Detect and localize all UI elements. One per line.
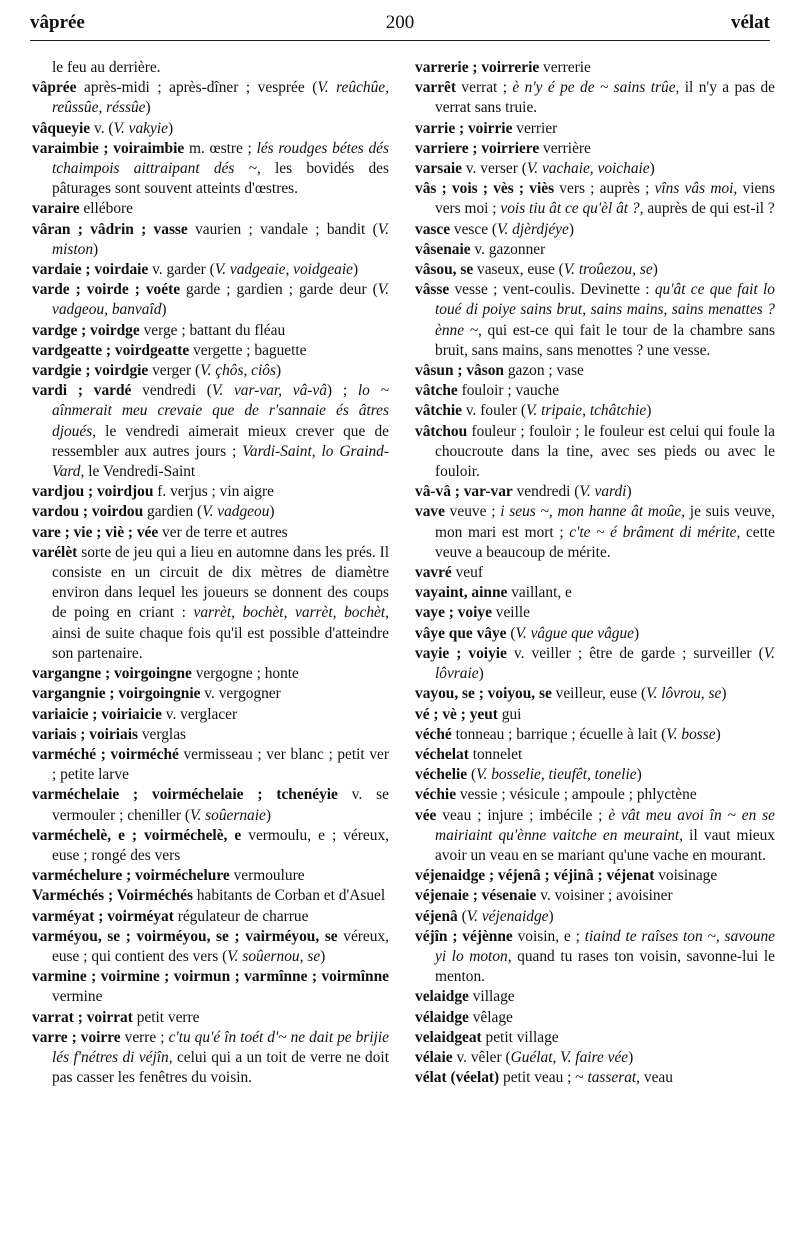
headword: varde ; voirde ; voéte [32, 281, 181, 299]
example-text: vois tiu ât ce qu'èl ât ?, [500, 200, 644, 218]
right-column [415, 58, 775, 1088]
example-text: V. vâgue que vâgue [515, 624, 634, 642]
dictionary-entry [32, 361, 389, 381]
headword: varaimbie ; voiraimbie [32, 139, 185, 157]
headword: varrerie ; voirrerie [415, 59, 540, 76]
dictionary-entry [415, 785, 775, 805]
definition-text: ( [506, 624, 516, 642]
definition-text: il vaut mieux avoir un veau en se mariant qu'une vache en mourant. [435, 826, 776, 864]
definition-text: ) [721, 685, 727, 703]
example-text: V. troûezou, se [563, 261, 653, 279]
headword: vâtchie [415, 402, 463, 420]
headword: varrie ; voirrie [415, 119, 513, 137]
definition-text: v. ( [90, 119, 114, 137]
headword: varriere ; voirriere [415, 139, 540, 157]
dictionary-entry [415, 361, 775, 381]
headword: varméchelaie ; voirméchelaie ; tchenéyie [32, 786, 338, 804]
definition-text: v. garder ( [148, 261, 215, 279]
definition-text: ver de terre et autres [158, 523, 288, 541]
headword: vasce [415, 220, 451, 238]
definition-text: celui qui a un toit de verre ne doit pas casser les fenêtres du voisin. [52, 1048, 389, 1087]
definition-text: ) [145, 99, 151, 117]
definition-text: v. veiller ; être de garde ; surveiller ( [506, 644, 764, 662]
example-text: V. vardi [579, 483, 627, 501]
definition-text: ) [275, 362, 282, 380]
definition-text: ( [467, 766, 477, 784]
dictionary-entry [415, 765, 775, 785]
headword: véchie [415, 786, 457, 804]
definition-text: je suis veuve, mon mari est mort ; [435, 503, 775, 541]
definition-text: verrière [539, 139, 591, 157]
headword: véjenaie ; vésenaie [415, 887, 537, 905]
example-text: V. bosse [666, 725, 716, 743]
headword: vâprée [32, 79, 77, 97]
headword: vâtchou [415, 422, 468, 440]
definition-text: quand tu rases ton voisin, savonne-lui le menton. [435, 947, 775, 986]
headword: vavré [415, 564, 452, 582]
dictionary-entry [32, 482, 389, 502]
dictionary-entry [415, 381, 775, 401]
example-text: è vât meu avoi în ~ en se mairiaint qu'ènne vaitche en meuraint, [435, 806, 775, 844]
headword: Varméchés ; Voirméchés [32, 887, 193, 905]
dictionary-entry [415, 684, 775, 704]
definition-text: les bovidés des pâturages sont souvent atteints d'œstres. [52, 160, 389, 198]
headword: vardgie ; voirdgie [32, 362, 149, 380]
dictionary-entry [415, 502, 775, 563]
headword: vardaie ; voirdaie [32, 261, 149, 279]
definition-text: v. se vermouler ; cheniller ( [52, 786, 389, 824]
definition-text: ainsi de suite chaque fois qu'il est possible d'atteindre son partenaire. [52, 624, 389, 662]
dictionary-entry [32, 502, 389, 522]
headword: varrat ; voirrat [32, 1008, 133, 1026]
definition-text: après-midi ; après-dîner ; vesprée ( [76, 79, 318, 97]
example-text: V. var-var, vâ-vâ [211, 382, 327, 400]
definition-text: il n'y a pas de verrat sans truie. [435, 79, 775, 117]
headword: varélèt [32, 543, 78, 561]
dictionary-entry [32, 967, 389, 1007]
dictionary-entry [415, 240, 775, 260]
dictionary-entry [415, 1068, 775, 1088]
headword: vé ; vè ; yeut [415, 705, 498, 723]
headword: varmine ; voirmine ; voirmun ; varmînne ; voirmînne [32, 968, 389, 986]
example-text: V. tripaie, tchâtchie [525, 402, 647, 420]
headword: vave [415, 503, 445, 521]
example-text: V. soûernaie [190, 806, 266, 824]
example-text: Guélat, V. faire vée [510, 1048, 629, 1066]
headword: varsaie [415, 160, 463, 178]
example-text: V. vakyie [113, 119, 168, 137]
headword: vayie ; voiyie [415, 644, 507, 662]
definition-text: vers ; auprès ; [554, 180, 655, 198]
dictionary-entry [415, 1028, 775, 1048]
dictionary-entry [32, 220, 389, 260]
definition-text: voisinage [654, 867, 718, 885]
dictionary-entry [415, 886, 775, 906]
example-text: V. reûchûe, reûssûe, réssûe [52, 79, 389, 117]
definition-text: veau ; injure ; imbécile ; [436, 806, 609, 824]
definition-text: verglas [138, 725, 187, 743]
headword: vâ-vâ ; var-var [415, 483, 513, 501]
headword: véjenâ [415, 907, 458, 925]
headword: véjenaidge ; véjenâ ; véjinâ ; véjenat [415, 867, 655, 885]
definition-text: ) [628, 1048, 634, 1066]
example-text: vîns vâs moi, [654, 180, 738, 198]
definition-text: m. œstre ; [184, 139, 257, 157]
dictionary-entry [415, 644, 775, 684]
example-text: lés roudges bétes dés tchaimpois aittraipant dés ~, [52, 139, 389, 178]
definition-text: veilleur, euse ( [551, 685, 647, 703]
headword: varméyat ; voirméyat [32, 907, 174, 925]
definition-text: vesce ( [450, 220, 498, 238]
dictionary-entry [32, 260, 389, 280]
dictionary-entry [415, 422, 775, 483]
definition-text: village [468, 988, 515, 1006]
left-column [32, 58, 389, 1088]
dictionary-entry [415, 806, 775, 867]
definition-text: garde ; gardien ; garde deur ( [180, 281, 378, 299]
dictionary-entry [32, 1008, 389, 1028]
headword: vée [415, 806, 437, 824]
definition-text: petit veau ; ~ [499, 1069, 588, 1087]
definition-text: gardien ( [143, 503, 203, 521]
headword: varméyou, se ; voirméyou, se ; vairméyou, se [32, 927, 338, 945]
definition-text: verrerie [539, 59, 591, 76]
dictionary-entry [415, 1008, 775, 1028]
headword: varméché ; voirméché [32, 745, 179, 763]
left-guide-word: vâprée [30, 12, 85, 33]
definition-text: v. vêler ( [452, 1048, 511, 1066]
headword: vélaidge [415, 1008, 469, 1026]
example-text: V. bosselie, tieufêt, tonelie [476, 766, 637, 784]
dictionary-entry [32, 543, 389, 664]
definition-text: v. gazonner [470, 240, 546, 258]
example-text: lo ~ aînmerait meu crevaie que de r'sannaie és âtres djoués, [52, 382, 389, 440]
example-text: V. véjenaidge [466, 907, 549, 925]
dictionary-entry [415, 563, 775, 583]
definition-text: verrier [512, 119, 558, 137]
definition-text: ) [269, 503, 275, 521]
dictionary-entry [32, 725, 389, 745]
definition-text: ) [646, 402, 652, 420]
definition-text: ) [548, 907, 554, 925]
definition-text: vermine [52, 988, 103, 1006]
headword: véchelat [415, 745, 469, 763]
headword: véchelie [415, 766, 468, 784]
dictionary-entry [415, 907, 775, 927]
headword: vélaie [415, 1048, 453, 1066]
headword: vaye ; voiye [415, 604, 492, 622]
headword: varméchelè, e ; voirméchelè, e [32, 826, 242, 844]
definition-text: veau [640, 1069, 673, 1087]
example-text: è n'y é pe de ~ sains trûe, [512, 79, 680, 97]
headword: varaire [32, 200, 80, 218]
dictionary-entry [415, 624, 775, 644]
example-text: tasserat, [587, 1069, 641, 1087]
example-text: V. lôvraie [435, 644, 775, 683]
headword: vélat (véelat) [415, 1069, 500, 1087]
dictionary-entry [415, 401, 775, 421]
headword: vardi ; vardé [32, 382, 132, 400]
dictionary-entry [415, 927, 775, 988]
headword: vâtche [415, 382, 458, 400]
dictionary-entry [415, 583, 775, 603]
headword: variaicie ; voiriaicie [32, 705, 162, 723]
dictionary-entry [32, 280, 389, 320]
dictionary-entry [32, 341, 389, 361]
headword: vâsun ; vâson [415, 362, 504, 380]
definition-text: auprès de qui est-il ? [643, 200, 775, 218]
dictionary-entry [415, 745, 775, 765]
right-guide-word: vélat [730, 12, 770, 33]
example-text: V. lôvrou, se [646, 685, 722, 703]
definition-text: v. fouler ( [462, 402, 526, 420]
headword: véjîn ; véjènne [415, 927, 513, 945]
dictionary-entry [415, 159, 775, 179]
headword: vâsse [415, 281, 450, 299]
definition-text: le feu au derrière. [52, 59, 161, 76]
dictionary-entry [415, 603, 775, 623]
definition-text: ) [636, 766, 642, 784]
dictionary-entry [415, 139, 775, 159]
definition-text: le vendredi aimerait mieux crever que de ressembler aux autres jours ; [52, 422, 389, 460]
headword: variais ; voiriais [32, 725, 139, 743]
definition-text: verrat ; [456, 79, 513, 97]
example-text: qu'ât ce que fait lo toué di poiye sains brut, sains mains, sains menattes ? ènne ~, [435, 281, 775, 339]
example-text: V. soûernou, se [227, 947, 321, 965]
headword: vâye que vâye [415, 624, 507, 642]
definition-text: vergogne ; honte [191, 665, 299, 683]
dictionary-entry [32, 907, 389, 927]
definition-text: véreux, euse ; qui contient des vers ( [52, 927, 389, 965]
definition-text: viens vers moi ; [435, 180, 775, 218]
dictionary-entry [32, 705, 389, 725]
definition-text: fouleur ; fouloir ; le fouleur est celui qui foule la choucroute dans la tine, avec ses pieds ou avec le fouloir. [435, 422, 775, 481]
definition-text: verger ( [148, 362, 201, 380]
definition-text: vaseux, euse ( [473, 261, 564, 279]
definition-text: qui est-ce qui fait le tour de la chambre sans bruit, sans mains, sans menottes ? une vesse. [435, 321, 775, 359]
dictionary-entry [32, 785, 389, 825]
example-text: tiaind te raîses ton ~, savoune yi lo moton, [435, 927, 775, 965]
definition-text: ) [478, 665, 484, 683]
dictionary-entry [32, 139, 389, 200]
definition-text: v. verglacer [161, 705, 238, 723]
dictionary-entry [415, 220, 775, 240]
example-text: Vardi-Saint, lo Graind-Vard, [52, 442, 389, 481]
definition-text: le Vendredi-Saint [84, 463, 196, 481]
definition-text: sorte de jeu qui a lieu en automne dans les prés. Il consiste en un circuit de dix mètres de diamètre environ dans lequel les joueurs se donnent des coups de poing en criant : [52, 543, 389, 622]
headword: velaidge [415, 988, 469, 1006]
definition-text: v. vergogner [200, 685, 281, 703]
dictionary-entry [415, 705, 775, 725]
dictionary-entry [32, 523, 389, 543]
example-text: V. djèrdjéye [497, 220, 569, 238]
dictionary-entry [32, 381, 389, 482]
definition-text: cette veuve a beaucoup de mérite. [435, 523, 776, 561]
definition-text: gazon ; vase [503, 362, 584, 380]
definition-text: petit verre [132, 1008, 200, 1026]
definition-text: vaillant, e [507, 584, 572, 602]
dictionary-entry [32, 866, 389, 886]
definition-text: ) ; [326, 382, 358, 400]
headword: vayou, se ; voiyou, se [415, 685, 552, 703]
definition-text: ) [634, 624, 640, 642]
definition-text: f. verjus ; vin aigre [153, 483, 274, 501]
headword: velaidgeat [415, 1028, 482, 1046]
dictionary-entry [32, 321, 389, 341]
definition-text: ) [352, 261, 359, 279]
dictionary-entry [32, 1028, 389, 1089]
definition-text: tonnelet [468, 745, 523, 763]
dictionary-entry [32, 664, 389, 684]
headword: vâqueyie [32, 119, 91, 137]
dictionary-entry [415, 179, 775, 219]
headword: vardgeatte ; voirdgeatte [32, 341, 190, 359]
headword: varre ; voirre [32, 1028, 121, 1046]
definition-text: vermoulu, e ; véreux, euse ; rongé des vers [52, 826, 389, 864]
definition-text: verre ; [120, 1028, 169, 1046]
definition-text: vêlage [468, 1008, 513, 1026]
page-number: 200 [385, 12, 415, 33]
dictionary-entry [415, 119, 775, 139]
dictionary-entry [415, 725, 775, 745]
definition-text: petit village [481, 1028, 559, 1046]
headword: varrêt [415, 79, 457, 97]
headword: vardjou ; voirdjou [32, 483, 154, 501]
headword: varméchelure ; voirméchelure [32, 867, 230, 885]
dictionary-entry [415, 482, 775, 502]
example-text: V. miston [52, 220, 389, 258]
headword: vargangne ; voirgoingne [32, 665, 192, 683]
definition-text: vendredi ( [131, 382, 212, 400]
example-text: V. vadgeaie, voidgeaie [214, 261, 353, 279]
dictionary-entry [415, 987, 775, 1007]
definition-text: gui [497, 705, 522, 723]
definition-text: vendredi ( [512, 483, 580, 501]
dictionary-entry [32, 78, 389, 118]
dictionary-entry [415, 280, 775, 361]
dictionary-entry [32, 684, 389, 704]
definition-text: v. verser ( [462, 160, 527, 178]
dictionary-entry [415, 866, 775, 886]
headword: vardge ; voirdge [32, 321, 140, 339]
definition-text: tonneau ; barrique ; écuelle à lait ( [451, 725, 667, 743]
dictionary-entry [415, 1048, 775, 1068]
dictionary-entry [32, 58, 389, 78]
definition-text: vaurien ; vandale ; bandit ( [187, 220, 378, 238]
definition-text: régulateur de charrue [173, 907, 309, 925]
headword: vâs ; vois ; vès ; viès [415, 180, 555, 198]
definition-text: veuve ; [444, 503, 501, 521]
headword: véché [415, 725, 452, 743]
example-text: V. çhôs, ciôs [200, 362, 276, 380]
definition-text: veuf [451, 564, 483, 582]
dictionary-entry [415, 58, 775, 78]
definition-text: ( [457, 907, 467, 925]
headword: vare ; vie ; viè ; vée [32, 523, 159, 541]
definition-text: ) [265, 806, 271, 824]
definition-text: ) [167, 119, 174, 137]
headword: vâsou, se [415, 261, 474, 279]
definition-text: v. voisiner ; avoisiner [536, 887, 673, 905]
example-text: V. vadgeou, banvaîd [52, 281, 389, 319]
definition-text: verge ; battant du fléau [139, 321, 286, 339]
definition-text: ) [568, 220, 574, 238]
headword: vargangnie ; voirgoingnie [32, 685, 201, 703]
dictionary-entry [415, 260, 775, 280]
definition-text: ) [649, 160, 655, 178]
definition-text: vermisseau ; ver blanc ; petit ver ; petite larve [52, 745, 389, 784]
definition-text: ellébore [79, 200, 133, 218]
definition-text: voisin, e ; [512, 927, 585, 945]
headword: vayaint, ainne [415, 584, 508, 602]
example-text: varrèt, bochèt, varrèt, bochèt, [193, 604, 389, 622]
definition-text: vermoulure [229, 867, 305, 885]
definition-text: ) [161, 301, 167, 319]
headword: vâsenaie [415, 240, 471, 258]
example-text: c'te ~ é brâment di mérite, [569, 523, 741, 541]
definition-text: habitants de Corban et d'Asuel [193, 887, 386, 905]
definition-text: vessie ; vésicule ; ampoule ; phlyctène [456, 786, 697, 804]
definition-text: vesse ; vent-coulis. Devinette : [449, 281, 655, 299]
definition-text: ) [652, 261, 658, 279]
dictionary-entry [32, 119, 389, 139]
dictionary-entry [32, 886, 389, 906]
headword: vardou ; voirdou [32, 503, 144, 521]
example-text: c'tu qu'é în toét d'~ ne dait pe brijie lés f'nétres di véjîn, [52, 1028, 389, 1066]
definition-text: ) [320, 947, 326, 965]
dictionary-entry [32, 826, 389, 866]
example-text: i seus ~, mon hanne ât moûe, [500, 503, 686, 521]
example-text: V. vadgeou [202, 503, 270, 521]
definition-text: fouloir ; vauche [457, 382, 560, 400]
page-header [30, 6, 770, 41]
definition-text: veille [491, 604, 530, 622]
dictionary-entry [32, 927, 389, 967]
definition-text: vergette ; baguette [189, 341, 307, 359]
definition-text: ) [626, 483, 632, 501]
definition-text: ) [715, 725, 721, 743]
dictionary-entry [415, 78, 775, 118]
example-text: V. vachaie, voichaie [526, 160, 650, 178]
definition-text: ) [93, 240, 99, 258]
dictionary-entry [32, 199, 389, 219]
dictionary-entry [32, 745, 389, 785]
headword: vâran ; vâdrin ; vasse [32, 220, 188, 238]
